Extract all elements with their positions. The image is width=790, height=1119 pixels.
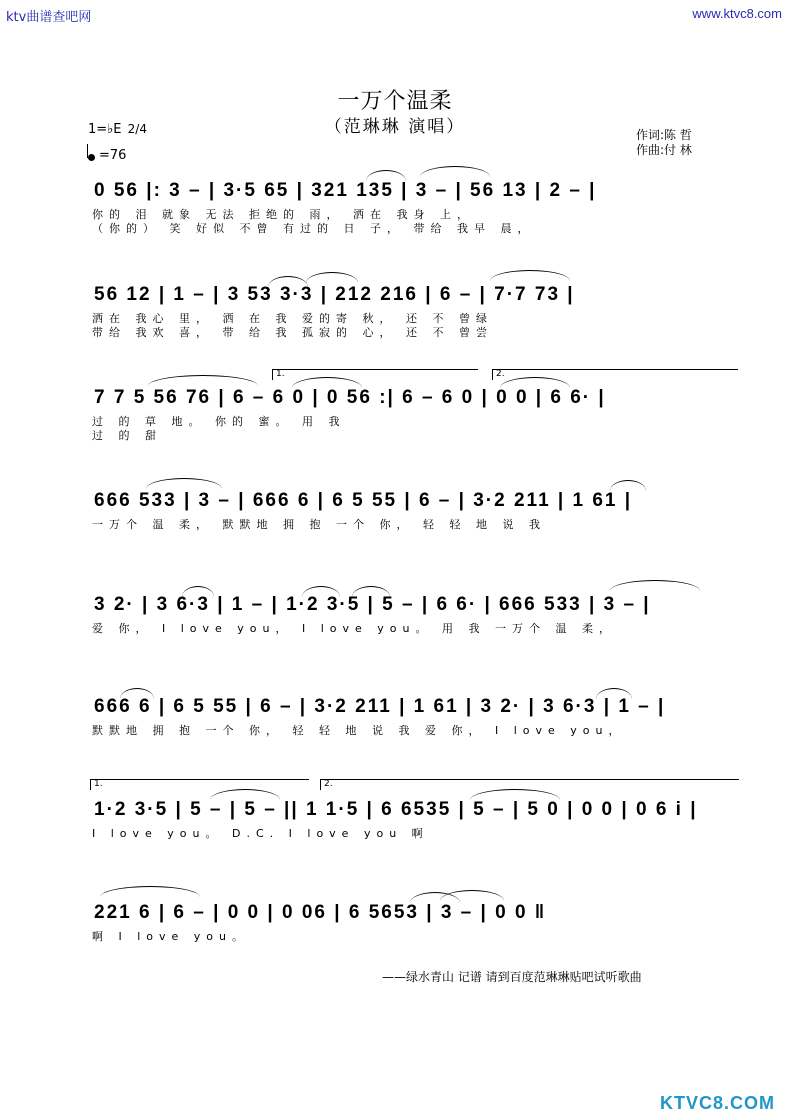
slur <box>182 586 214 597</box>
slur <box>120 688 154 699</box>
first-ending-label: 1. <box>276 369 285 379</box>
second-ending-label: 2. <box>496 369 505 379</box>
notes-line: 0 56 |: 3 – | 3·5 65 | 321 135 | 3 – | 56 13 | 2 – | <box>94 180 597 201</box>
slur <box>352 586 390 597</box>
slur <box>100 886 200 897</box>
slur <box>490 270 570 281</box>
lyric-line-1: 你的 泪 就象 无法 拒绝的 雨， 洒在 我身 上， <box>92 208 474 221</box>
lyric-line-1: 爱 你， I love you， I love you。 用 我 一万个 温 柔， <box>92 622 616 635</box>
slur <box>596 688 632 699</box>
first-ending-bracket <box>272 369 478 380</box>
slur <box>268 276 308 287</box>
song-subtitle: （范琳琳 演唱） <box>324 117 466 137</box>
site-url-right[interactable]: www.ktvc8.com <box>692 6 782 21</box>
slur <box>146 478 222 489</box>
slur <box>610 480 646 491</box>
first-ending-bracket <box>90 779 309 790</box>
transcriber-note: ——绿水青山 记谱 请到百度范琳琳贴吧试听歌曲 <box>382 970 642 984</box>
key-signature <box>88 122 147 137</box>
lyric-line-1: 一万个 温 柔， 默默地 拥 抱 一个 你， 轻 轻 地 说 我 <box>92 518 546 531</box>
slur <box>610 580 700 591</box>
notes-line: 1·2 3·5 | 5 – | 5 – || 1 1·5 | 6 6535 | 5 – | 5 0 | 0 0 | 0 6 i | <box>94 799 698 820</box>
credits <box>636 128 692 158</box>
slur <box>366 170 406 181</box>
notes-line: 666 6 | 6 5 55 | 6 – | 3·2 211 | 1 61 | 3 2· | 3 6·3 | 1 – | <box>94 696 666 717</box>
slur <box>210 789 280 800</box>
composer: 作曲:付 林 <box>636 143 692 157</box>
slur <box>470 789 560 800</box>
site-name-left[interactable]: ktv曲谱查吧网 <box>6 10 92 25</box>
second-ending-bracket <box>320 779 739 790</box>
lyric-line-2: 带给 我欢 喜， 带 给 我 孤寂的 心， 还 不 曾尝 <box>92 326 493 339</box>
notes-line: 221 6 | 6 – | 0 0 | 0 06 | 6 5653 | 3 – | 0 0 ‖ <box>94 902 547 923</box>
slur <box>148 375 258 386</box>
tempo-value: =76 <box>99 148 127 163</box>
lyric-line-1: 默默地 拥 抱 一个 你， 轻 轻 地 说 我 爱 你， I love you， <box>92 724 626 737</box>
notes-line: 7 7 5 56 76 | 6 – 6 0 | 0 56 :| 6 – 6 0 | 0 0 | 6 6· | <box>94 387 606 408</box>
second-ending-label: 2. <box>324 779 333 789</box>
watermark-logo: KTVC8.COM <box>660 1093 776 1113</box>
tempo-marking <box>88 148 126 163</box>
lyricist: 作词:陈 哲 <box>636 128 692 142</box>
lyric-line-2: （你的） 笑 好似 不曾 有过的 日 子， 带给 我早 晨， <box>92 222 535 235</box>
notes-line: 56 12 | 1 – | 3 53 3·3 | 212 216 | 6 – | 7·7 73 | <box>94 284 575 305</box>
slur <box>302 586 340 597</box>
lyric-line-1: 洒在 我心 里， 洒 在 我 爱的寄 秋， 还 不 曾绿 <box>92 312 493 325</box>
lyric-line-1: 啊 I love you。 <box>92 930 250 943</box>
lyric-line-2: 过 的 甜 <box>92 429 162 442</box>
notes-line: 3 2· | 3 6·3 | 1 – | 1·2 3·5 | 5 – | 6 6· | 666 533 | 3 – | <box>94 594 651 615</box>
time-signature: 2/4 <box>127 122 147 136</box>
quarter-note-icon <box>88 154 95 161</box>
first-ending-label: 1. <box>94 779 103 789</box>
key-label: 1=♭E <box>88 122 122 137</box>
notes-line: 666 533 | 3 – | 666 6 | 6 5 55 | 6 – | 3·2 211 | 1 61 | <box>94 490 633 511</box>
song-title: 一万个温柔 <box>337 89 453 114</box>
slur <box>440 890 504 901</box>
lyric-line-1: I love you。 D.C. I love you 啊 <box>92 827 429 840</box>
slur <box>420 166 490 177</box>
slur <box>306 272 358 283</box>
lyric-line-1: 过 的 草 地。 你的 蜜。 用 我 <box>92 415 346 428</box>
